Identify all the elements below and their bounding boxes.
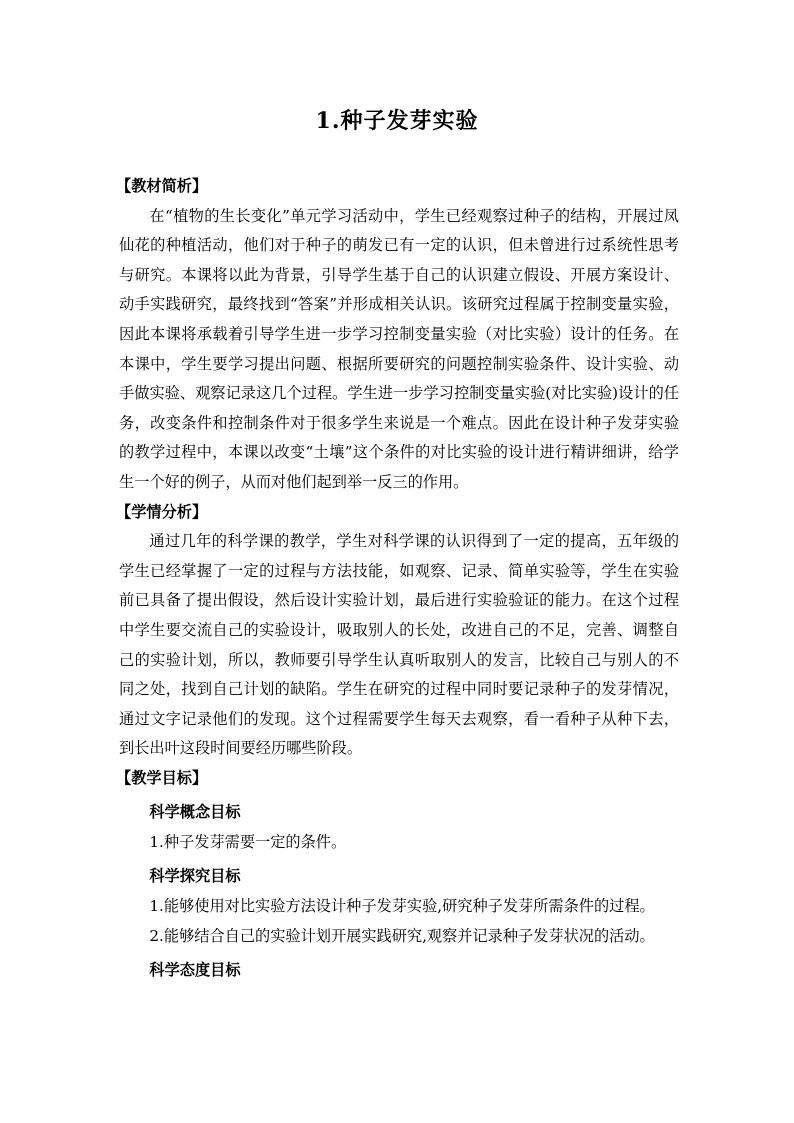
paragraph-textbook: 在“植物的生长变化”单元学习活动中，学生已经观察过种子的结构，开展过凤仙花的种植活动，他们对于种子的萌发已有一定的认识，但未曾进行过系统性思考与研究。本课将以此为背景，引导学生基于自己的认识建立假设、开展方案设计、动手实践研究，最终找到“答案”并形成相关认识。该研究过程属于控制变量实验，因此本课将承载着引导学生进一步学习控制变量实验（对比实验）设计的任务。在本课中，学生要学习提出问题、根据所要研究的问题控制实验条件、设计实验、动手做实验、观察记录这几个过程。学生进一步学习控制变量实验(对比实验)设计的任务，改变条件和控制条件对于很多学生来说是一个难点。因此在设计种子发芽实验的教学过程中，本课以改变“土壤”这个条件的对比实验的设计进行精讲细讲，给学生一个好的例子，从而对他们起到举一反三的作用。 [119, 206, 679, 491]
subheading-inquiry-goal: 科学探究目标 [149, 867, 241, 886]
subheading-concept-goal: 科学概念目标 [149, 803, 241, 822]
list-item: 2.能够结合自己的实验计划开展实践研究,观察并记录种子发芽状况的活动。 [149, 927, 655, 946]
subheading-attitude-goal: 科学态度目标 [149, 961, 241, 980]
section-heading-students: 【学情分析】 [116, 502, 208, 521]
list-item: 1.种子发芽需要一定的条件。 [149, 833, 347, 852]
document-title: 1.种子发芽实验 [315, 108, 479, 134]
section-heading-goals: 【教学目标】 [116, 768, 208, 787]
list-item: 1.能够使用对比实验方法设计种子发芽实验,研究种子发芽所需条件的过程。 [149, 897, 655, 916]
document-body [116, 172, 679, 985]
section-heading-textbook: 【教材简析】 [116, 177, 208, 195]
paragraph-students: 通过几年的科学课的教学，学生对科学课的认识得到了一定的提高，五年级的学生已经掌握了一定的过程与方法技能，如观察、记录、简单实验等，学生在实验前已具备了提出假设，然后设计实验计划，最后进行实验验证的能力。在这个过程中学生要交流自己的实验设计，吸取别人的长处，改进自己的不足，完善、调整自己的实验计划，所以，教师要引导学生认真听取别人的发言，比较自己与别人的不同之处，找到自己计划的缺陷。学生在研究的过程中同时要记录种子的发芽情况，通过文字记录他们的发现。这个过程需要学生每天去观察，看一看种子从种下去，到长出叶这段时间要经历哪些阶段。 [119, 532, 679, 758]
